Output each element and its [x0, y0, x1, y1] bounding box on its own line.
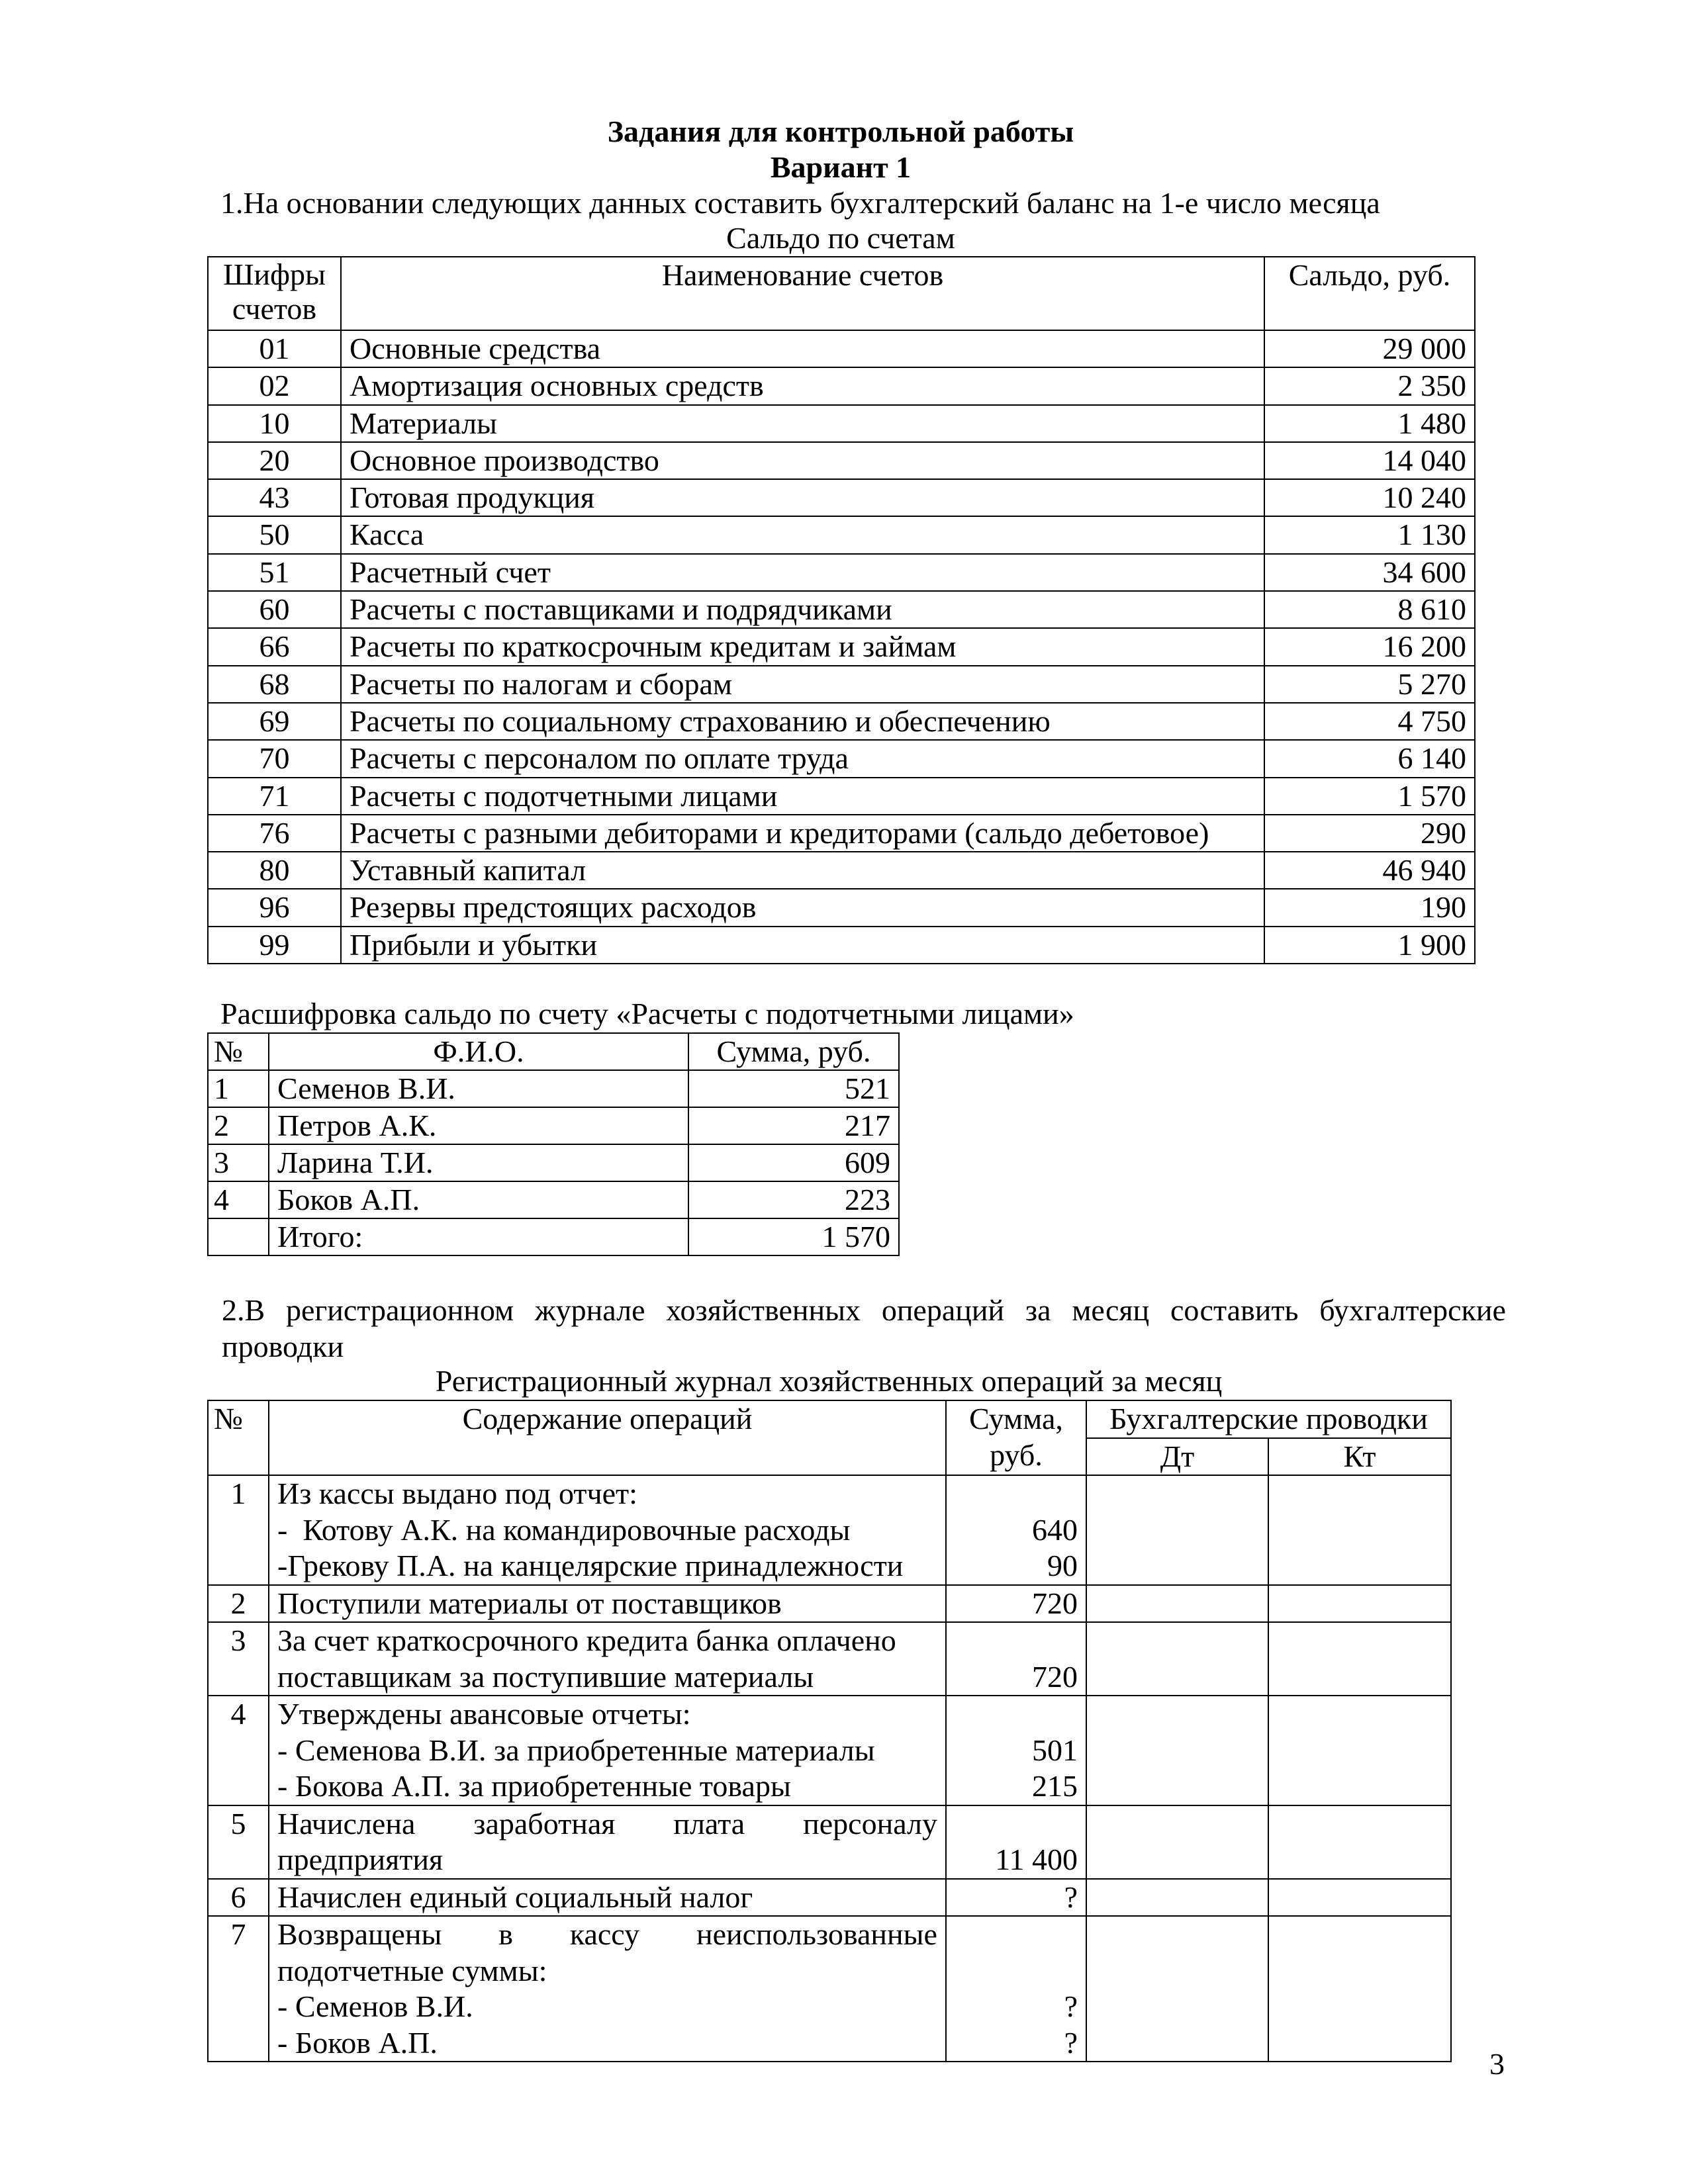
header-num: № [208, 1033, 269, 1070]
word: за [1025, 1293, 1051, 1327]
task1-text: 1.На основании следующих данных составить бухгалтерский баланс на 1-е число месяца [220, 186, 1380, 220]
operation-sum [946, 1916, 1086, 2062]
task2-text [222, 1293, 1506, 1365]
header-fio: Ф.И.О. [269, 1033, 688, 1070]
person-fio: Петров А.К. [269, 1107, 688, 1144]
operation-content [269, 1696, 946, 1805]
account-name: Материалы [341, 405, 1264, 442]
sum-blank [955, 1623, 1078, 1659]
table-row [208, 1805, 1451, 1879]
operation-num: 2 [208, 1585, 269, 1623]
account-balance: 2 350 [1264, 367, 1475, 404]
person-num: 1 [208, 1070, 269, 1107]
credit-cell[interactable] [1268, 1879, 1451, 1917]
account-name: Расчеты по социальному страхованию и обеспечению [341, 703, 1264, 740]
operation-line: Поступили материалы от поставщиков [277, 1586, 782, 1620]
operation-line: поставщикам за поступившие материалы [277, 1659, 814, 1694]
page-number: 3 [1489, 2047, 1505, 2081]
table-row [208, 516, 1475, 553]
word: персоналу [803, 1806, 937, 1841]
account-code: 43 [208, 479, 341, 516]
operation-line: - Семенов В.И. [277, 1989, 473, 2023]
account-name: Расчеты с разными дебиторами и кредиторами (сальдо дебетовое) [341, 815, 1264, 852]
operation-line: подотчетные суммы: [277, 1953, 547, 1987]
table-row [208, 1879, 1451, 1917]
credit-cell[interactable] [1268, 1916, 1451, 2062]
header-content: Содержание операций [269, 1400, 946, 1475]
operation-sum [946, 1805, 1086, 1879]
operation-content [269, 1585, 946, 1623]
person-sum: 609 [688, 1144, 899, 1181]
word: Возвращены [277, 1917, 442, 1951]
sum-value: ? [1064, 1880, 1078, 1914]
person-sum: 521 [688, 1070, 899, 1107]
account-name: Основное производство [341, 442, 1264, 479]
word: месяц [1072, 1293, 1150, 1327]
person-sum: 223 [688, 1181, 899, 1218]
account-balance: 4 750 [1264, 703, 1475, 740]
sum-blank [955, 1696, 1078, 1733]
table-row [208, 927, 1475, 964]
account-code: 10 [208, 405, 341, 442]
operation-content [269, 1475, 946, 1585]
account-code: 76 [208, 815, 341, 852]
sum-value: ? [1064, 2025, 1078, 2060]
journal-header-top [208, 1400, 1451, 1438]
task2-text-line1 [222, 1293, 1506, 1329]
header-code-line1: Шифры [223, 257, 326, 291]
header-name: Наименование счетов [341, 257, 1264, 330]
sum-value: 720 [1032, 1586, 1078, 1620]
sum-blank [955, 1953, 1078, 1989]
word: заработная [473, 1806, 616, 1841]
table-row [208, 330, 1475, 367]
operation-line: - Семенова В.И. за приобретенные материалы [277, 1733, 875, 1767]
operation-num: 3 [208, 1622, 269, 1696]
header-debit: Дт [1086, 1438, 1268, 1476]
operation-line-justified [277, 1917, 937, 1953]
person-num: 2 [208, 1107, 269, 1144]
total-num-empty [208, 1218, 269, 1255]
account-code: 80 [208, 852, 341, 889]
account-balance: 10 240 [1264, 479, 1475, 516]
sum-value: 640 [1032, 1512, 1078, 1547]
total-sum: 1 570 [688, 1218, 899, 1255]
operation-content [269, 1916, 946, 2062]
operation-sum [946, 1475, 1086, 1585]
table-row [208, 1475, 1451, 1585]
account-name: Расчеты с подотчетными лицами [341, 778, 1264, 815]
header-credit: Кт [1268, 1438, 1451, 1476]
header-num: № [208, 1400, 269, 1475]
header-sum-line1: Сумма, [969, 1402, 1063, 1435]
account-balance: 1 130 [1264, 516, 1475, 553]
table-row [208, 367, 1475, 404]
credit-cell[interactable] [1268, 1805, 1451, 1879]
table-row [208, 1070, 899, 1107]
account-code: 51 [208, 554, 341, 591]
sum-value: 90 [1047, 1549, 1078, 1582]
account-balance: 290 [1264, 815, 1475, 852]
operation-line: Начислен единый социальный налог [277, 1880, 753, 1914]
person-fio: Боков А.П. [269, 1181, 688, 1218]
breakdown-title: Расшифровка сальдо по счету «Расчеты с подотчетными лицами» [220, 997, 1074, 1030]
word: операций [881, 1293, 1005, 1327]
table-row [208, 666, 1475, 703]
account-code: 60 [208, 591, 341, 628]
account-balance: 46 940 [1264, 852, 1475, 889]
document-title: Задания для контрольной работы [607, 114, 1074, 148]
breakdown-header [208, 1033, 899, 1070]
account-name: Касса [341, 516, 1264, 553]
person-fio: Ларина Т.И. [269, 1144, 688, 1181]
account-balance: 1 480 [1264, 405, 1475, 442]
balances-table-header [208, 257, 1475, 330]
operation-num: 5 [208, 1805, 269, 1879]
operation-line: - Котову А.К. на командировочные расходы [277, 1512, 851, 1547]
credit-cell[interactable] [1268, 1475, 1451, 1585]
credit-cell[interactable] [1268, 1622, 1451, 1696]
account-code: 20 [208, 442, 341, 479]
operation-line: - Боков А.П. [277, 2025, 438, 2060]
word: плата [673, 1806, 745, 1841]
sum-blank [955, 1917, 1078, 1953]
debit-cell[interactable] [1086, 1622, 1268, 1696]
sum-blank [955, 1806, 1078, 1843]
operation-num: 1 [208, 1475, 269, 1585]
operation-content [269, 1622, 946, 1696]
operation-line: Утверждены авансовые отчеты: [277, 1697, 691, 1731]
table-row [208, 479, 1475, 516]
table-row [208, 889, 1475, 926]
operation-num: 7 [208, 1916, 269, 2062]
account-code: 71 [208, 778, 341, 815]
table-row [208, 1181, 899, 1218]
operation-sum [946, 1696, 1086, 1805]
word: хозяйственных [666, 1293, 861, 1327]
word: кассу [569, 1917, 640, 1951]
operation-content [269, 1805, 946, 1879]
operation-sum [946, 1879, 1086, 1917]
account-balance: 1 570 [1264, 778, 1475, 815]
table-row [208, 1144, 899, 1181]
word: Начислена [277, 1806, 416, 1841]
account-balance: 190 [1264, 889, 1475, 926]
sum-value: 215 [1032, 1769, 1078, 1803]
debit-cell[interactable] [1086, 1585, 1268, 1623]
account-code: 02 [208, 367, 341, 404]
operation-sum [946, 1622, 1086, 1696]
account-balance: 6 140 [1264, 740, 1475, 777]
account-code: 99 [208, 927, 341, 964]
table-row [208, 405, 1475, 442]
operation-line: За счет краткосрочного кредита банка оплачено [277, 1623, 896, 1657]
debit-cell[interactable] [1086, 1805, 1268, 1879]
operation-line-justified [277, 1806, 937, 1843]
person-fio: Семенов В.И. [269, 1070, 688, 1107]
table-row [208, 778, 1475, 815]
table-row [208, 1916, 1451, 2062]
table-row [208, 554, 1475, 591]
account-name: Резервы предстоящих расходов [341, 889, 1264, 926]
table-row [208, 703, 1475, 740]
table-row [208, 442, 1475, 479]
account-name: Расчеты с поставщиками и подрядчиками [341, 591, 1264, 628]
header-sum: Сумма, руб. [688, 1033, 899, 1070]
header-code-line2: счетов [232, 292, 317, 326]
account-name: Расчеты с персоналом по оплате труда [341, 740, 1264, 777]
table-row [208, 591, 1475, 628]
account-code: 70 [208, 740, 341, 777]
word: 2.В [222, 1293, 265, 1327]
debit-cell[interactable] [1086, 1916, 1268, 2062]
operation-line: предприятия [277, 1843, 444, 1876]
person-num: 3 [208, 1144, 269, 1181]
header-sum-line2: руб. [990, 1437, 1043, 1472]
sum-value: 720 [1032, 1659, 1078, 1694]
sum-value: 11 400 [995, 1843, 1078, 1876]
debit-cell[interactable] [1086, 1879, 1268, 1917]
word: неиспользованные [696, 1917, 937, 1951]
account-name: Расчетный счет [341, 554, 1264, 591]
word: составить [1170, 1293, 1299, 1327]
account-balance: 1 900 [1264, 927, 1475, 964]
account-name: Расчеты по налогам и сборам [341, 666, 1264, 703]
account-code: 69 [208, 703, 341, 740]
sum-value: 501 [1032, 1733, 1078, 1767]
table-row [208, 1107, 899, 1144]
account-code: 50 [208, 516, 341, 553]
task2-text-line2: проводки [222, 1329, 344, 1363]
table-row [208, 628, 1475, 665]
variant-title: Вариант 1 [770, 150, 912, 184]
word: регистрационном [285, 1293, 514, 1327]
table-row [208, 1696, 1451, 1805]
table-row [208, 852, 1475, 889]
operation-line: Из кассы выдано под отчет: [277, 1477, 637, 1510]
credit-cell[interactable] [1268, 1585, 1451, 1623]
balances-table-title: Сальдо по счетам [726, 221, 955, 255]
operation-content [269, 1879, 946, 1917]
account-balance: 34 600 [1264, 554, 1475, 591]
account-name: Расчеты по краткосрочным кредитам и займам [341, 628, 1264, 665]
account-code: 68 [208, 666, 341, 703]
breakdown-table [207, 1032, 900, 1256]
operation-num: 4 [208, 1696, 269, 1805]
account-balance: 16 200 [1264, 628, 1475, 665]
account-balance: 29 000 [1264, 330, 1475, 367]
operation-sum [946, 1585, 1086, 1623]
header-balance: Сальдо, руб. [1264, 257, 1475, 330]
account-code: 01 [208, 330, 341, 367]
account-balance: 8 610 [1264, 591, 1475, 628]
debit-cell[interactable] [1086, 1696, 1268, 1805]
account-code: 66 [208, 628, 341, 665]
sum-blank [955, 1476, 1078, 1512]
account-name: Амортизация основных средств [341, 367, 1264, 404]
sum-value: ? [1064, 1989, 1078, 2023]
account-balance: 14 040 [1264, 442, 1475, 479]
word: бухгалтерские [1319, 1293, 1506, 1327]
account-name: Уставный капитал [341, 852, 1264, 889]
account-code: 96 [208, 889, 341, 926]
credit-cell[interactable] [1268, 1696, 1451, 1805]
total-row [208, 1218, 899, 1255]
header-code [208, 257, 341, 330]
account-name: Готовая продукция [341, 479, 1264, 516]
table-row [208, 740, 1475, 777]
word: в [498, 1917, 513, 1951]
table-row [208, 815, 1475, 852]
header-sum [946, 1400, 1086, 1475]
journal-table [207, 1400, 1452, 2062]
word: журнале [534, 1293, 645, 1327]
header-entries: Бухгалтерские проводки [1086, 1400, 1451, 1438]
journal-table-title: Регистрационный журнал хозяйственных операций за месяц [435, 1364, 1223, 1398]
person-num: 4 [208, 1181, 269, 1218]
account-balance: 5 270 [1264, 666, 1475, 703]
operation-line: -Грекову П.А. на канцелярские принадлежности [277, 1549, 904, 1582]
total-label: Итого: [269, 1218, 688, 1255]
table-row [208, 1585, 1451, 1623]
operation-line: - Бокова А.П. за приобретенные товары [277, 1769, 791, 1803]
person-sum: 217 [688, 1107, 899, 1144]
table-row [208, 1622, 1451, 1696]
account-name: Прибыли и убытки [341, 927, 1264, 964]
account-name: Основные средства [341, 330, 1264, 367]
debit-cell[interactable] [1086, 1475, 1268, 1585]
balances-table [207, 256, 1476, 964]
operation-num: 6 [208, 1879, 269, 1917]
